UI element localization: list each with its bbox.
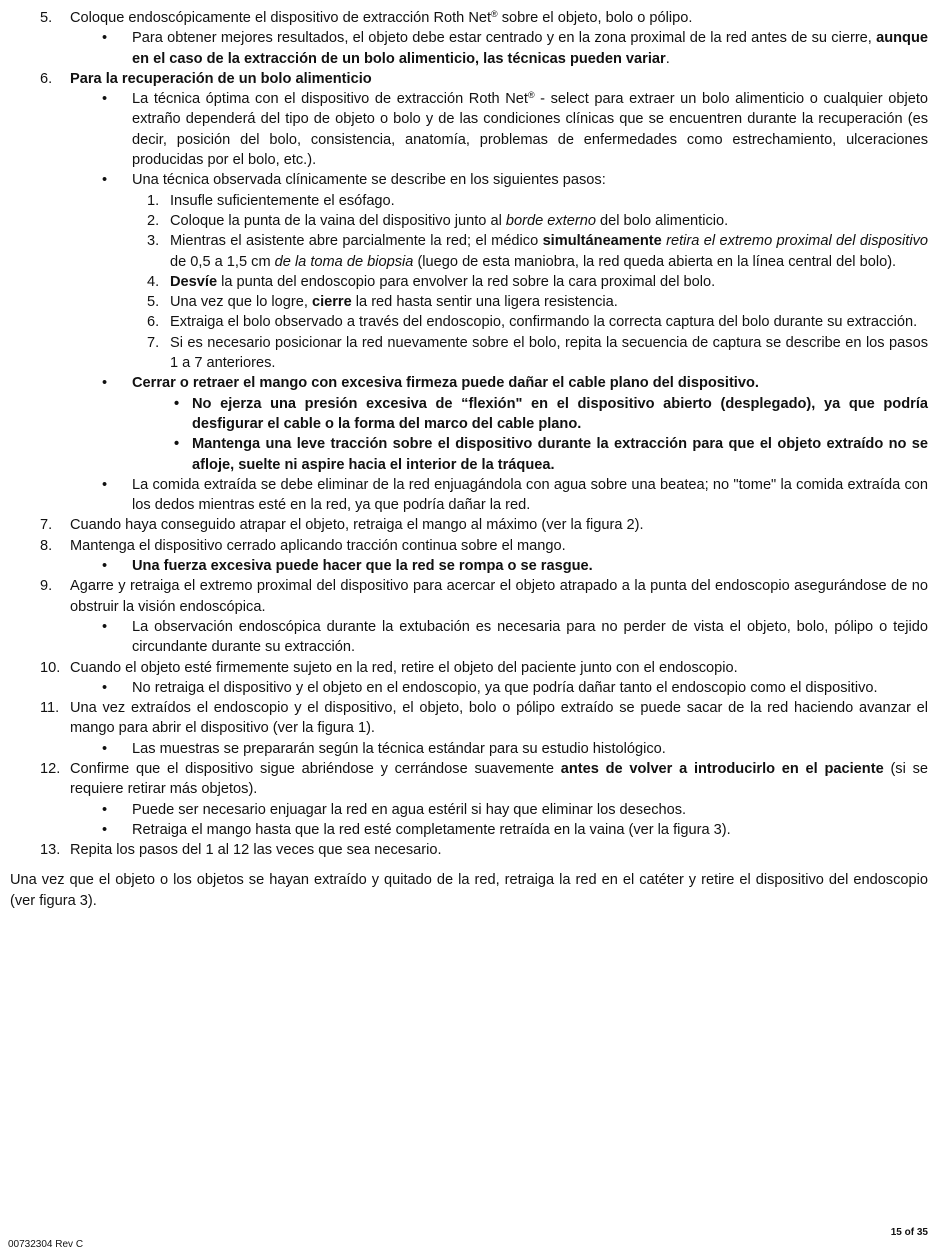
step-number: 5. xyxy=(40,10,53,26)
document-page xyxy=(10,8,928,911)
step-number: 9. xyxy=(40,578,53,595)
bullet-icon: • xyxy=(102,821,108,838)
sub-step-3: 3. Mientras el asistente abre parcialmente la red; el médico simultáneamente retira el extremo proximal del dispositivo de 0,5 a 1,5 cm de la toma de biopsia (luego de esta maniobra, la red queda abierta en la línea central del bolo). xyxy=(147,233,928,270)
warning-sub-bullet: • No ejerza una presión excesiva de “flexión" en el dispositivo abierto (desplegado), ya que podría desfigurar el cable o la forma del marco del cable plano. xyxy=(10,394,928,435)
sub-step-7: 7. Si es necesario posicionar la red nuevamente sobre el bolo, repita la secuencia de captura se describe en los pasos 1 a 7 anteriores. xyxy=(147,334,928,372)
page-number: 15 of 35 xyxy=(890,1227,928,1238)
step-number: 8. xyxy=(40,537,53,554)
bullet-icon: • xyxy=(102,172,108,189)
section-heading: Para la recuperación de un bolo alimenticio xyxy=(70,70,372,87)
sub-step-2: 2. Coloque la punta de la vaina del dispositivo junto al borde externo del bolo alimenticio. xyxy=(147,212,729,229)
sub-step-4: 4. Desvíe la punta del endoscopio para envolver la red sobre la cara proximal del bolo. xyxy=(147,273,716,290)
bullet-icon: • xyxy=(174,436,180,453)
bullet-item: • No retraiga el dispositivo y el objeto en el endoscopio, ya que podría dañar tanto el endoscopio como el dispositivo. xyxy=(10,678,928,698)
step-11: 11. Una vez extraídos el endoscopio y el dispositivo, el objeto, bolo o pólipo extraído se puede sacar de la red haciendo avanzar el mango para abrir el dispositivo (ver la figura 1). xyxy=(10,698,928,739)
bullet-item: • La técnica óptima con el dispositivo de extracción Roth Net® - select para extraer un bolo alimenticio o cualquier objeto extraño dependerá del tipo de objeto o bolo y de las condiciones clínicas que se encuentren durante la recuperación (es decir, posición del bolo, consistencia, anatomía, problemas de enfermedades como estrechamiento, ulceraciones producidas por el bolo, etc.). xyxy=(10,89,928,170)
bullet-icon: • xyxy=(102,801,108,818)
step-number: 11. xyxy=(40,700,60,717)
bullet-item: • Las muestras se prepararán según la técnica estándar para su estudio histológico. xyxy=(10,739,928,759)
bullet-item: • La comida extraída se debe eliminar de la red enjuagándola con agua sobre una beatea; no "tome" la comida extraída con los dedos mientras esté en la red, ya que podría dañar la red. xyxy=(10,475,928,516)
step-number: 13. xyxy=(40,842,61,859)
bullet-item: • Retraiga el mango hasta que la red esté completamente retraída en la vaina (ver la figura 3). xyxy=(10,820,928,840)
step-6 xyxy=(10,69,928,89)
step-number: 7. xyxy=(40,517,53,534)
step-number: 6. xyxy=(40,70,53,87)
step-12: 12. Confirme que el dispositivo sigue abriéndose y cerrándose suavemente antes de volver a introducirlo en el paciente (si se requiere retirar más objetos). xyxy=(10,759,928,800)
document-id: 00732304 Rev C xyxy=(8,1239,84,1250)
step-number: 10. xyxy=(40,659,61,676)
step-text: Coloque endoscópicamente el dispositivo de extracción Roth Net® sobre el objeto, bolo o pólipo. xyxy=(70,9,693,26)
warning-bullet: • Cerrar o retraer el mango con excesiva firmeza puede dañar el cable plano del dispositivo. xyxy=(10,373,928,393)
bullet-icon: • xyxy=(102,558,108,575)
step-7: 7. Cuando haya conseguido atrapar el objeto, retraiga el mango al máximo (ver la figura 2). xyxy=(10,515,928,535)
bullet-item: • La observación endoscópica durante la extubación es necesaria para no perder de vista el objeto, bolo, pólipo o tejido circundante durante su extracción. xyxy=(10,617,928,658)
sub-step-6: 6. Extraiga el bolo observado a través del endoscopio, confirmando la correcta captura del bolo durante su extracción. xyxy=(147,314,918,331)
bullet-icon: • xyxy=(102,375,108,392)
bullet-icon: • xyxy=(174,395,180,412)
step-13: 13. Repita los pasos del 1 al 12 las veces que sea necesario. xyxy=(10,840,928,860)
bullet-icon: • xyxy=(102,91,108,108)
sub-step-5: 5. Una vez que lo logre, cierre la red hasta sentir una ligera resistencia. xyxy=(147,294,618,311)
step-9: 9. Agarre y retraiga el extremo proximal del dispositivo para acercar el objeto atrapado a la punta del endoscopio asegurándose de no obstruir la visión endoscópica. xyxy=(10,576,928,617)
step-8: 8. Mantenga el dispositivo cerrado aplicando tracción continua sobre el mango. xyxy=(10,536,928,556)
bullet-item: • Para obtener mejores resultados, el objeto debe estar centrado y en la zona proximal de la red antes de su cierre, aunque en el caso de la extracción de un bolo alimenticio, las técnicas pueden variar. xyxy=(10,28,928,69)
closing-paragraph: Una vez que el objeto o los objetos se hayan extraído y quitado de la red, retraiga la red en el catéter y retire el dispositivo del endoscopio (ver figura 3). xyxy=(10,872,928,909)
step-number: 12. xyxy=(40,760,61,777)
warning-sub-bullet: • Mantenga una leve tracción sobre el dispositivo durante la extracción para que el objeto extraído no se afloje, suelte ni aspire hacia el interior de la tráquea. xyxy=(10,434,928,475)
bullet-item: • Puede ser necesario enjuagar la red en agua estéril si hay que eliminar los desechos. xyxy=(10,800,928,820)
bullet-icon: • xyxy=(102,30,108,47)
bullet-item: • Una técnica observada clínicamente se describe en los siguientes pasos: xyxy=(10,170,928,190)
step-10: 10. Cuando el objeto esté firmemente sujeto en la red, retire el objeto del paciente junto con el endoscopio. xyxy=(10,658,928,678)
bullet-icon: • xyxy=(102,618,108,635)
warning-bullet: • Una fuerza excesiva puede hacer que la red se rompa o se rasgue. xyxy=(10,556,928,576)
bullet-icon: • xyxy=(102,476,108,493)
sub-step-1: 1. Insufle suficientemente el esófago. xyxy=(147,192,395,209)
bullet-icon: • xyxy=(102,740,108,757)
step-5 xyxy=(10,8,928,28)
bullet-icon: • xyxy=(102,679,108,696)
